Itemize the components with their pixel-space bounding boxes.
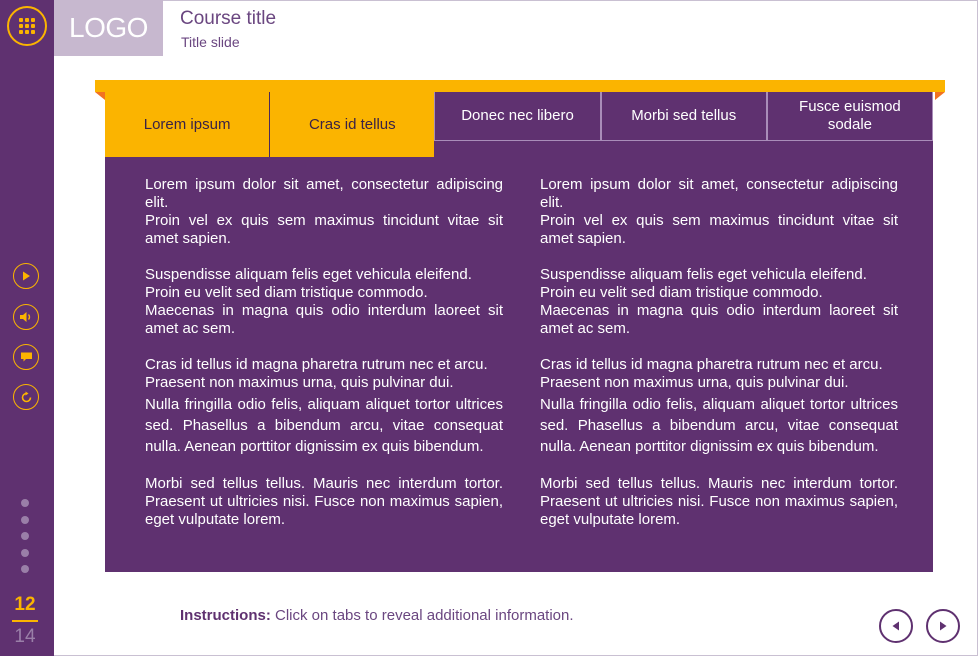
page-separator xyxy=(12,620,38,622)
progress-dot[interactable] xyxy=(21,516,29,524)
play-icon xyxy=(20,270,32,282)
paragraph: Nulla fringilla odio felis, aliquam aliquet tortor ultrices sed. Phasellus a bibendum arcu, vitae consequat nulla. Aenean porttitor dignissim ex quis bibendum. xyxy=(540,396,898,455)
progress-dot[interactable] xyxy=(21,549,29,557)
progress-dot[interactable] xyxy=(21,499,29,507)
paragraph: Cras id tellus id magna pharetra rutrum nec et arcu. Praesent non maximus urna, quis pulvinar dui. xyxy=(145,356,488,391)
volume-icon xyxy=(19,311,33,323)
player-sidebar xyxy=(0,0,54,656)
logo: LOGO xyxy=(54,0,163,56)
page-total: 14 xyxy=(14,626,36,647)
grid-menu-icon xyxy=(19,18,35,34)
paragraph: Morbi sed tellus tellus. Mauris nec interdum tortor. Praesent ut ultricies nisi. Fusce non maximus sapien, eget vulputate lorem. xyxy=(145,475,503,528)
instructions-text: Click on tabs to reveal additional information. xyxy=(275,607,574,624)
paragraph: Suspendisse aliquam felis eget vehicula eleifend. Proin eu velit sed diam tristique commodo. Maecenas in magna quis odio interdum laoreet sit amet ac sem. xyxy=(145,266,503,337)
volume-button[interactable] xyxy=(13,304,39,330)
instructions-label: Instructions: xyxy=(180,607,271,624)
paragraph: Cras id tellus id magna pharetra rutrum nec et arcu. Praesent non maximus urna, quis pulvinar dui. xyxy=(540,356,883,391)
chevron-left-icon xyxy=(890,620,902,632)
paragraph: Lorem ipsum dolor sit amet, consectetur adipiscing elit. Proin vel ex quis sem maximus tincidunt vitae sit amet sapien. xyxy=(145,176,503,247)
paragraph: Lorem ipsum dolor sit amet, consectetur adipiscing elit. Proin vel ex quis sem maximus tincidunt vitae sit amet sapien. xyxy=(540,176,898,247)
tab-list xyxy=(105,92,933,141)
tab-cras-id-tellus[interactable]: Cras id tellus xyxy=(270,92,434,157)
paragraph: Nulla fringilla odio felis, aliquam aliquet tortor ultrices sed. Phasellus a bibendum arcu, vitae consequat nulla. Aenean porttitor dignissim ex quis bibendum. xyxy=(145,396,503,455)
progress-dot[interactable] xyxy=(21,532,29,540)
captions-button[interactable] xyxy=(13,344,39,370)
replay-icon xyxy=(20,391,33,404)
progress-dots xyxy=(21,499,31,582)
captions-icon xyxy=(20,351,33,363)
tab-morbi-sed-tellus[interactable]: Morbi sed tellus xyxy=(601,92,767,141)
next-button[interactable] xyxy=(926,609,960,643)
paragraph: Suspendisse aliquam felis eget vehicula eleifend. Proin eu velit sed diam tristique commodo. Maecenas in magna quis odio interdum laoreet sit amet ac sem. xyxy=(540,266,898,337)
paragraph: Morbi sed tellus tellus. Mauris nec interdum tortor. Praesent ut ultricies nisi. Fusce non maximus sapien, eget vulputate lorem. xyxy=(540,475,898,528)
content-column-left xyxy=(145,176,503,547)
tab-fusce-euismod-sodale[interactable]: Fusce euismod sodale xyxy=(767,92,933,141)
replay-button[interactable] xyxy=(13,384,39,410)
slide-title: Title slide xyxy=(181,34,240,50)
tab-donec-nec-libero[interactable]: Donec nec libero xyxy=(434,92,600,141)
progress-dot[interactable] xyxy=(21,565,29,573)
tab-lorem-ipsum[interactable]: Lorem ipsum xyxy=(105,92,270,157)
page-current: 12 xyxy=(14,594,36,615)
tab-bar-ribbon xyxy=(95,80,945,92)
content-column-right xyxy=(540,176,898,547)
previous-button[interactable] xyxy=(879,609,913,643)
chevron-right-icon xyxy=(937,620,949,632)
course-title: Course title xyxy=(180,8,277,29)
instructions xyxy=(180,607,574,624)
menu-button[interactable] xyxy=(7,6,47,46)
play-button[interactable] xyxy=(13,263,39,289)
